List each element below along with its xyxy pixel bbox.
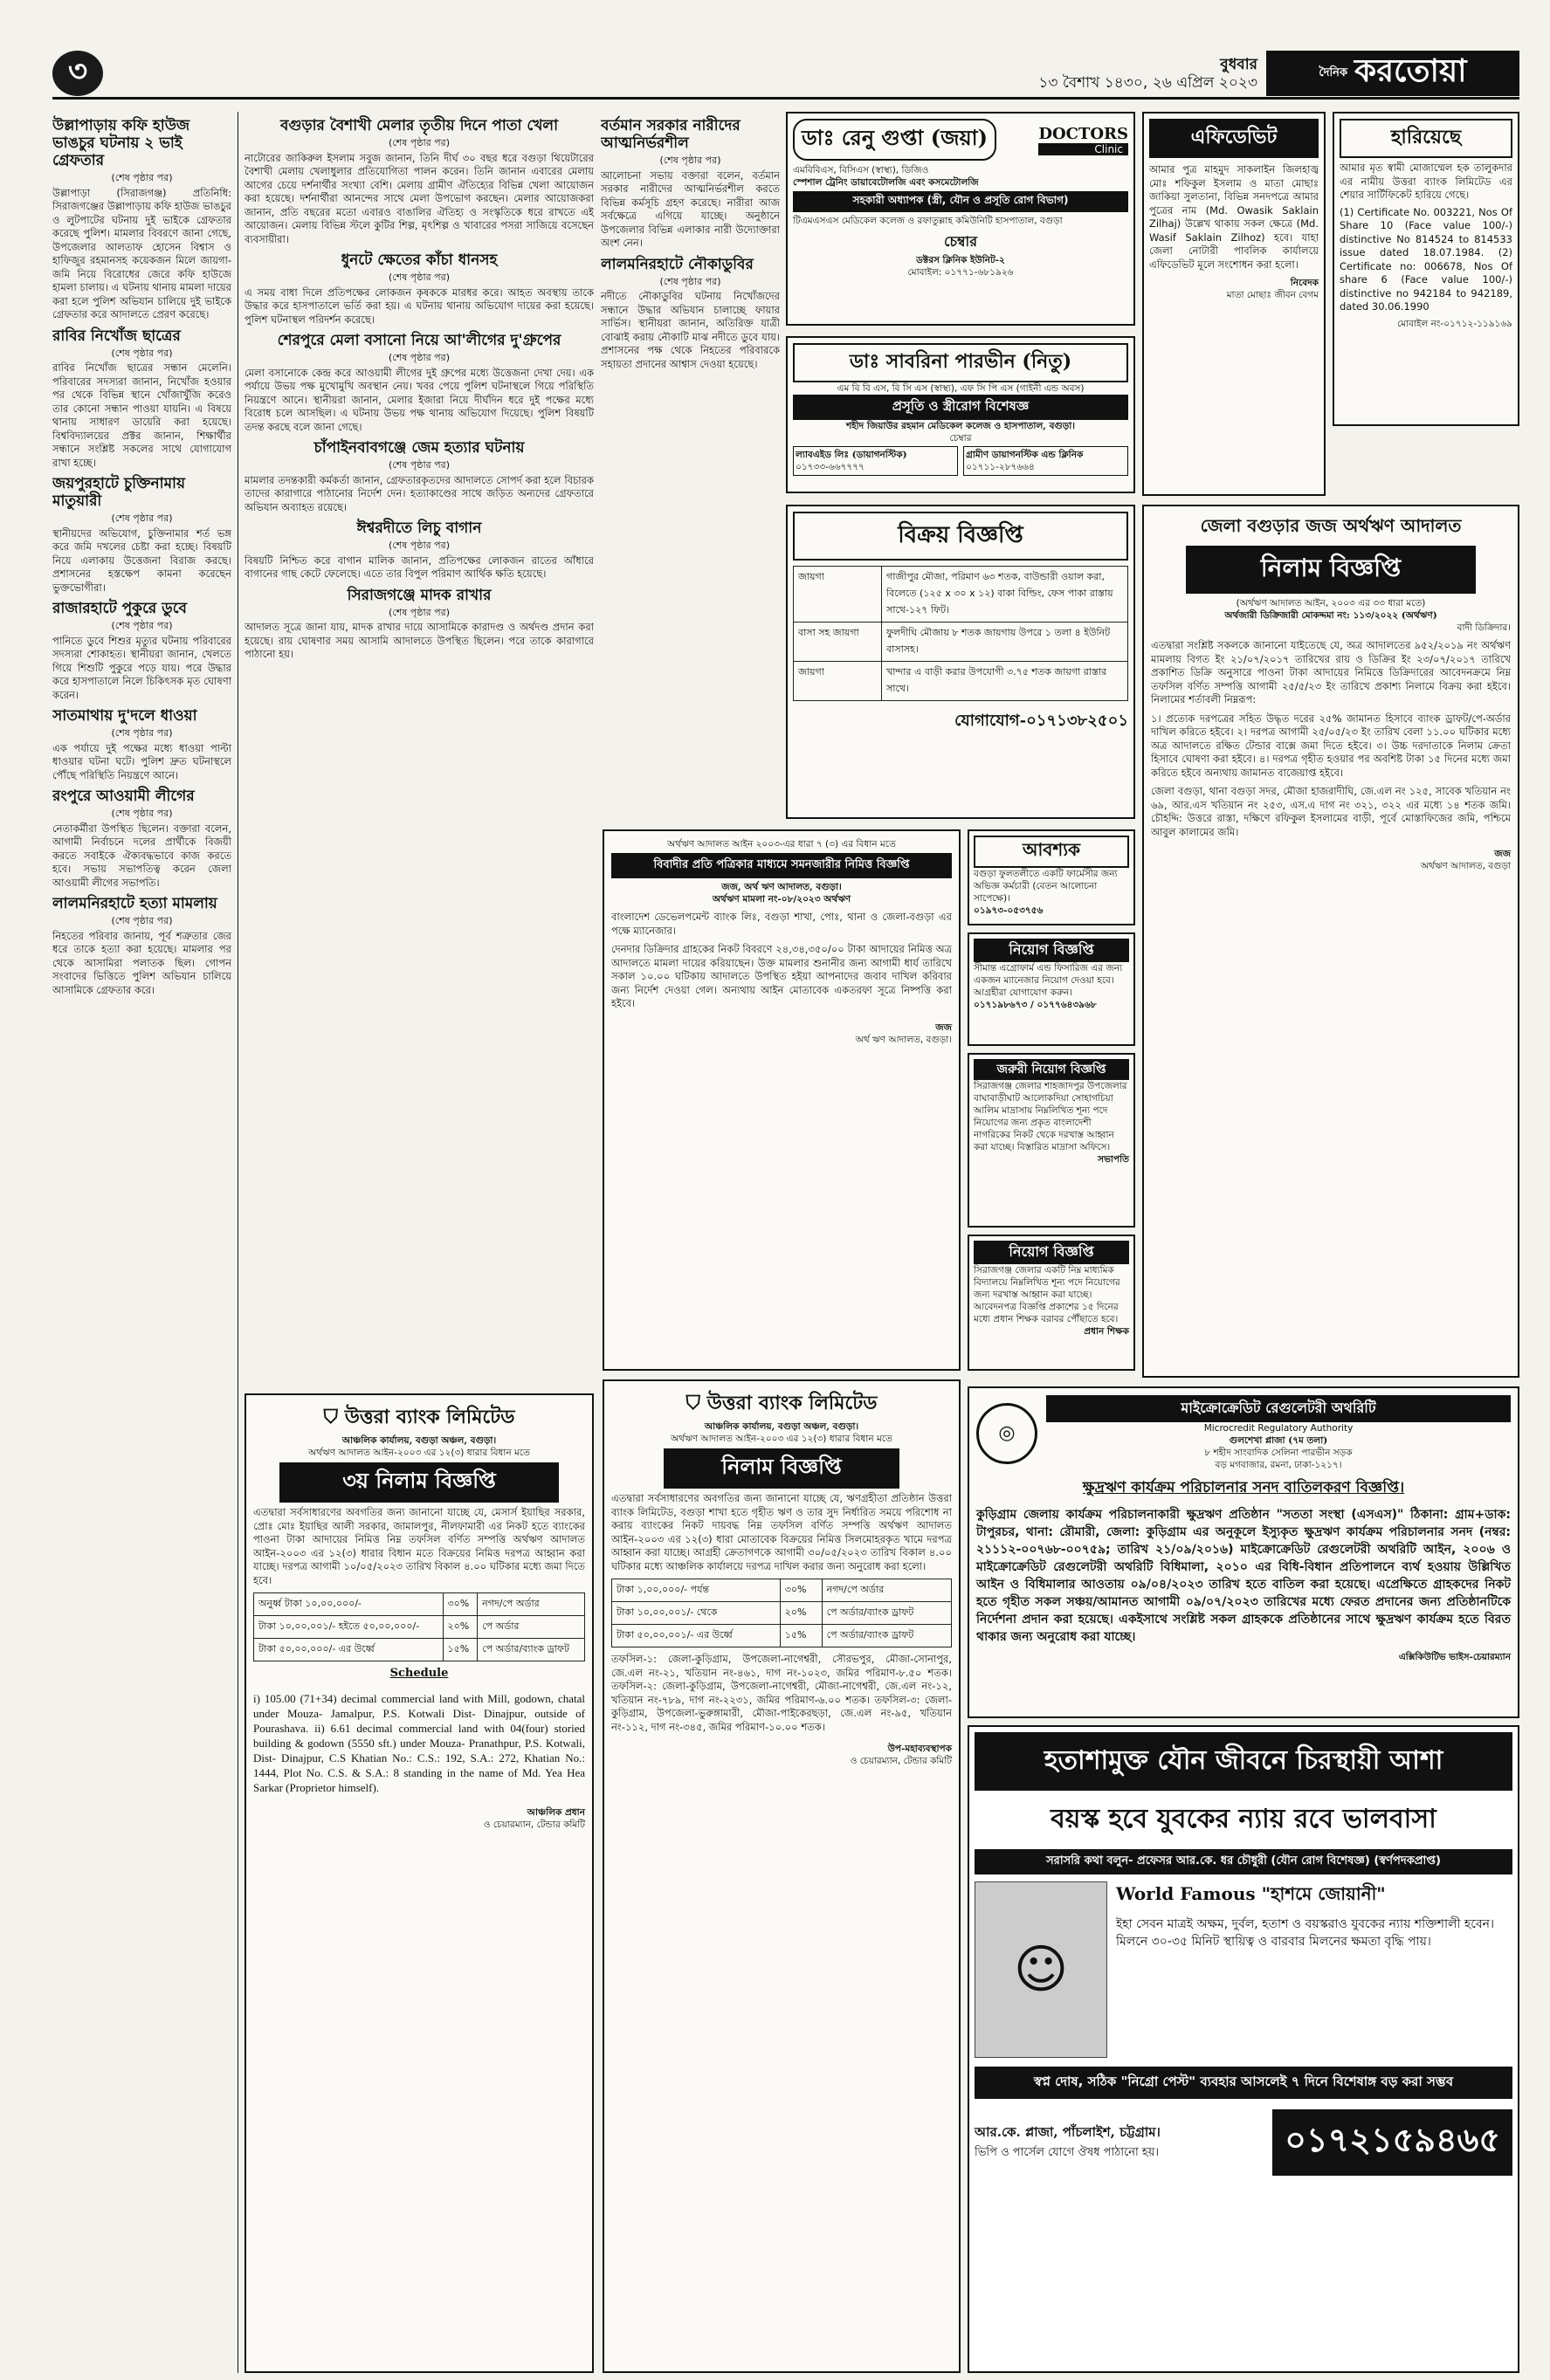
- table-cell: টাকা ৫০,০০,০০০/- এর উর্ধ্বে: [254, 1639, 444, 1661]
- article-sub: (শেষ পৃষ্ঠার পর): [111, 512, 173, 524]
- lost-contact: মোবাইল নং-০১৭১২-১১৯১৬৯: [1396, 318, 1512, 329]
- job-phone: ০১৭১৯৮৬৭৩ / ০১৭৭৬৪৩৯৬৮: [974, 1000, 1097, 1010]
- logo-text: করতোয়া: [1354, 52, 1467, 89]
- article: [52, 475, 231, 595]
- article-title: সাতমাথায় দু'দলে ধাওয়া: [52, 707, 197, 725]
- bank-dept: আঞ্চলিক কার্যালয়, বগুড়া অঞ্চল, বগুড়া।: [704, 1421, 859, 1432]
- chamber-box: [793, 446, 958, 476]
- article: [245, 117, 594, 246]
- article: [601, 117, 780, 251]
- article: [52, 707, 231, 782]
- chamber-box: [963, 446, 1128, 476]
- article: [245, 519, 594, 581]
- auction-case: অর্থজারী ডিক্রিজারী মোকদ্দমা নং: ১১৩/২০২২ (অর্থঋণ): [1224, 610, 1437, 621]
- auction-title: ৩য় নিলাম বিজ্ঞপ্তি: [279, 1462, 559, 1503]
- article: [601, 256, 780, 372]
- table-cell: টাকা ১০,০০,০০১/- হইতে ৫০,০০,০০০/-: [254, 1616, 444, 1639]
- bank-signer-title: ও চেয়ারম্যান, টেন্ডার কমিটি: [850, 1756, 952, 1766]
- bank-dept: আঞ্চলিক কার্যালয়, বগুড়া অঞ্চল, বগুড়া।: [341, 1435, 497, 1446]
- herbal-product-name: World Famous "হাশমে জোয়ানী": [1116, 1883, 1386, 1904]
- sale-title: বিক্রয় বিজ্ঞপ্তি: [793, 512, 1128, 561]
- table-cell: জায়গা: [794, 567, 882, 623]
- news-column-1: [52, 112, 231, 2373]
- herbal-note: ভিপি ও পার্সেল যোগে ঔষধ পাঠানো হয়।: [975, 2146, 1160, 2159]
- clinic-name: গ্রামীণ ডায়াগনস্টিক এন্ড ক্লিনিক: [966, 450, 1084, 460]
- mra-org: মাইক্রোক্রেডিট রেগুলেটরী অথরিটি: [1046, 1395, 1511, 1422]
- bank-name-text: উত্তরা ব্যাংক লিমিটেড: [706, 1392, 878, 1414]
- summons-body: দেনদার ডিক্রিদার গ্রাহকের নিকট বিবরণে ২৪,৩৪,৩৫০/০০ টাকা আদায়ের নিমিত্ত অত্র আদালতে মামলা দায়ের করিয়াছেন। উক্ত মামলার শুনানীর জন্য আগামী ধার্য তারিখে সকাল ১০.০০ ঘটিকায় আদালতে উপস্থিত হইয়া আপনাদের জবাব দাখিল করিবার জন্য নির্দেশ দেওয়া গেল। অন্যথায় আইন মোতাবেক একতরফা সূত্রে নিষ্পত্তি করা হইবে।: [611, 943, 952, 1009]
- mra-addr2: ৮ শহীদ সাংবাদিক সেলিনা পারভীন সড়ক: [1204, 1448, 1353, 1458]
- article-body: এক পর্যায়ে দুই পক্ষের মধ্যে ধাওয়া পাল্টা ধাওয়ার ঘটনা ঘটে। পুলিশ দ্রুত ঘটনাস্থলে পৌঁছে পরিস্থিতি নিয়ন্ত্রণে আনে।: [52, 741, 231, 781]
- table-cell: টাকা ১০,০০,০০১/- থেকে: [612, 1602, 781, 1625]
- mra-signer: এক্সিকিউটিভ ভাইস-চেয়ারম্যান: [1398, 1652, 1511, 1662]
- article: [52, 327, 231, 471]
- job-signer: প্রধান শিক্ষক: [1084, 1326, 1129, 1337]
- auction-body: এতদ্বারা সর্বসাধারণের অবগতির জন্য জানানো যাচ্ছে যে, মেসার্স ইয়াছির সরকার, প্রোঃ মোঃ ইয়াছির আলী সরকার, জামালপুর, নীলফামারী এর নিকট হতে ব্যাংকের পাওনা টাকা আদায়ের নিমিত্ত নিম্ন তফসিল বর্ণিত সম্পত্তি অর্থঋণ আদালত আইন-২০০৩ এর ১২(৩) ধারার বিধান মতে বিক্রয়ের নিমিত্ত দরপত্র আহ্বান করা যাচ্ছে। দরপত্র আগামী ১০/০৫/২০২৩ তারিখ বিকাল ৪.০০ ঘটিকার মধ্যে জমা দিতে হবে।: [253, 1506, 585, 1586]
- job-signer: সভাপতি: [1098, 1154, 1129, 1165]
- herbal-headline-2: বয়স্ক হবে যুবকের ন্যায় রবে ভালবাসা: [1051, 1804, 1436, 1834]
- table-row: [794, 567, 1128, 623]
- article-body: রাবির নিখোঁজ ছাত্রের সন্ধান মেলেনি। পরিবারের সদস্যরা জানান, নিখোঁজ হওয়ার পর থেকে বিভিন্ন স্থানে খোঁজাখুঁজি করেও তার কোনো সন্ধান পাওয়া যায়নি। এ বিষয়ে থানায় সাধারণ ডায়েরি করা হয়েছে। বিশ্ববিদ্যালয়ের প্রক্টর জানান, শিক্ষার্থীর সন্ধানে সংশ্লিষ্ট সকলের সাথে যোগাযোগ রাখা হচ্ছে।: [52, 361, 231, 469]
- table-cell: বাসা সহ জায়গা: [794, 623, 882, 662]
- article-sub: (শেষ পৃষ্ঠার পর): [111, 620, 173, 631]
- bank-law: অর্থঋণ আদালত আইন-২০০৩ এর ১২(৩) ধারার বিধান মতে: [671, 1434, 892, 1444]
- table-cell: ফুলদীঘি মৌজায় ৮ শতক জায়গায় উপরে ১ তলা ৪ ইউনিট বাসাসহ।: [882, 623, 1128, 662]
- auction-signer-court: অর্থঋণ আদালত, বগুড়া: [1420, 861, 1511, 871]
- deposit-table: [253, 1592, 585, 1661]
- table-row: [612, 1579, 952, 1602]
- herbal-strip: সরাসরি কথা বলুন- প্রফেসর আর.কে. ধর চৌধুরী (যৌন রোগ বিশেষজ্ঞ) (স্বর্ণপদকপ্রাপ্ত): [975, 1849, 1512, 1874]
- table-cell: ২০%: [780, 1602, 822, 1625]
- bank-name: [611, 1388, 952, 1420]
- news-column-3: [601, 112, 780, 915]
- clinic-name: ল্যাবএইড লিঃ (ডায়াগনস্টিক): [796, 450, 907, 460]
- job-body: সীমান্ত এগ্রোফার্ম এন্ড ফিসারিজ এর জন্য একজন ম্যানেজার নিয়োগ দেওয়া হবে। আগ্রহীরা যোগাযোগ করুন।: [974, 963, 1123, 998]
- chamber-label: চেম্বার: [949, 433, 972, 444]
- table-row: [794, 623, 1128, 662]
- uttara-bank-auction: [603, 1379, 961, 2373]
- table-row: [612, 1625, 952, 1647]
- signer-name: মাতা মোছাঃ জীবন বেগম: [1226, 290, 1319, 300]
- article-title: চাঁপাইনবাবগঞ্জে জেম হত্যার ঘটনায়: [313, 439, 525, 457]
- article-sub: (শেষ পৃষ্ঠার পর): [388, 540, 450, 551]
- page-number: ৩: [52, 51, 103, 96]
- doctor-hospital: শহীদ জিয়াউর রহমান মেডিকেল কলেজ ও হাসপাতাল, বগুড়া।: [845, 421, 1076, 431]
- header-day: বুধবার: [1220, 56, 1257, 73]
- sale-table: [793, 566, 1128, 701]
- article-title: ধুনটে ক্ষেতের কাঁচা ধানসহ: [341, 251, 498, 269]
- article: [52, 895, 231, 997]
- article-body: নিহতের পরিবার জানায়, পূর্ব শত্রুতার জের ধরে তাকে হত্যা করা হয়েছে। মামলার পর থেকে আসামিরা পলাতক ছিল। গোপন সংবাদের ভিত্তিতে পুলিশ অভিযান চালিয়ে আসামিকে গ্রেফতার করে।: [52, 929, 231, 996]
- article-title: জয়পুরহাটে চুক্তিনামায় মাতুয়ারী: [52, 475, 185, 510]
- bank-signer-title: ও চেয়ারম্যান, টেন্ডার কমিটি: [483, 1819, 585, 1830]
- job-body: সিরাজগঞ্জ জেলার শাহজাদপুর উপজেলার বাঘাবাড়ীঘাট আলোকদিয়া সোহাগচিয়া আলিম মাদ্রাসায় নিম্নলিখিত শূন্য পদে নিয়োগের জন্য প্রকৃত বাংলাদেশী নাগরিকের নিকট থেকে দরখাস্ত আহ্বান করা যাচ্ছে। বিস্তারিত মাদ্রাসা অফিসে।: [974, 1081, 1127, 1152]
- mra-org-en: Microcredit Regulatory Authority: [1203, 1423, 1354, 1434]
- table-row: [254, 1593, 585, 1616]
- wanted-body: বগুড়া ফুলতলীতে একটি ফার্মেসীর জন্য অভিজ্ঞ কর্মচারী (বেতন আলোচনা সাপেক্ষে)।: [974, 869, 1118, 904]
- clinic-tag: Clinic: [1038, 143, 1128, 155]
- job-title: নিয়োগ বিজ্ঞপ্তি: [974, 1241, 1129, 1264]
- article-body: উল্লাপাড়া (সিরাজগঞ্জ) প্রতিনিধি: সিরাজগঞ্জের উল্লাপাড়ায় কফি হাউজ ভাঙচুর ও লুটপাটের ঘটনায় দুই ভাইকে গ্রেফতার করেছে পুলিশ। মামলার বিবরণে জানা গেছে, উপজেলার আলতাফ হোসেন বিশ্বাস ও হাফিজুর রহমানসহ কয়েকজন মিলে জায়গা-জমি নিয়ে বিরোধের জেরে কফি হাউজে হামলা চালায়। এ ঘটনায় থানায় মামলা দায়ের করা হলে পুলিশ অভিযান চালিয়ে দুই ভাইকে গ্রেফতার করে আদালতে প্রেরণ করেছে।: [52, 186, 231, 320]
- summons-signer: জজ: [935, 1021, 952, 1033]
- lost-title: হারিয়েছে: [1340, 119, 1512, 158]
- article-sub: (শেষ পৃষ্ঠার পর): [111, 915, 173, 926]
- doctor-photo-icon: ☺: [975, 1881, 1107, 2058]
- article-body: মেলা বসানোকে কেন্দ্র করে আওয়ামী লীগের দুই গ্রুপের মধ্যে উত্তেজনা দেখা দেয়। এক পর্যায়ে উভয় পক্ষ মুখোমুখি অবস্থান নেয়। খবর পেয়ে পুলিশ ঘটনাস্থলে গিয়ে পরিস্থিতি নিয়ন্ত্রণে আনে। স্থানীয়রা জানান, মেলার ইজারা নিয়ে দীর্ঘদিন ধরে দুই পক্ষের মধ্যে বিরোধ চলে আসছিল। এ ঘটনায় উভয় পক্ষ থানায় অভিযোগ দিয়েছে। পুলিশ বিষয়টি তদন্ত করছে বলে জানা গেছে।: [245, 366, 594, 433]
- news-column-2: [245, 112, 594, 1386]
- page-header: [52, 51, 1519, 100]
- table-cell: পে অর্ডার/ব্যাংক ড্রাফট: [822, 1625, 951, 1647]
- table-cell: ২০%: [443, 1616, 478, 1639]
- job-body: সিরাজগঞ্জ জেলার একটি নিম্ন মাধ্যমিক বিদ্যালয়ে নিম্নলিখিত শূন্য পদে নিয়োগের জন্য দরখাস্ত আহ্বান করা যাচ্ছে। আবেদনপত্র বিজ্ঞপ্তি প্রকাশের ১৫ দিনের মধ্যে প্রধান শিক্ষক বরাবর পৌঁছাতে হবে।: [974, 1265, 1120, 1324]
- table-cell: ১৫%: [780, 1625, 822, 1647]
- article-title: শেরপুরে মেলা বসানো নিয়ে আ'লীগের দু'গ্রুপের: [277, 332, 561, 349]
- herbal-headline-1: হতাশামুক্ত যৌন জীবনে চিরস্থায়ী আশা: [975, 1732, 1512, 1791]
- clinic-phone: ০১৭৩৩-৬৬৭৭৭৭: [796, 462, 865, 472]
- article-body: মামলার তদন্তকারী কর্মকর্তা জানান, গ্রেফতারকৃতদের আদালতে সোপর্দ করা হলে বিচারক তাদের কারাগারে পাঠানোর নির্দেশ দেন। হত্যাকাণ্ডের সাথে জড়িত অন্যদের গ্রেফতারে অভিযান অব্যাহত রয়েছে।: [245, 473, 594, 513]
- article-body: নদীতে নৌকাডুবির ঘটনায় নিখোঁজদের সন্ধানে উদ্ধার অভিযান চালাচ্ছে ফায়ার সার্ভিস। স্থানীয়রা জানান, অতিরিক্ত যাত্রী বোঝাই করায় নৌকাটি মাঝ নদীতে ডুবে যায়। প্রশাসনের পক্ষ থেকে নিহতের পরিবারকে সহায়তা প্রদানের আশ্বাস দেওয়া হয়েছে।: [601, 290, 780, 370]
- summons-signer-court: অর্থ ঋণ আদালত, বগুড়া।: [855, 1034, 952, 1045]
- job-ad-3: [968, 1235, 1135, 1371]
- bank-name-text: উত্তরা ব্যাংক লিমিটেড: [344, 1406, 515, 1428]
- article-body: বিষয়টি নিশ্চিত করে বাগান মালিক জানান, প্রতিপক্ষের লোকজন রাতের আঁধারে বাগানের গাছ কেটে ফেলেছে। এতে তার বিপুল পরিমাণ আর্থিক ক্ষতি হয়েছে।: [245, 554, 594, 580]
- clinic-phone: ০১৭১১-২৮৭৬৬৪: [966, 462, 1035, 472]
- auction-law: (অর্থঋণ আদালত আইন, ২০০৩ এর ৩৩ ধারা মতে): [1236, 598, 1426, 609]
- article-title: লালমনিরহাটে নৌকাডুবির: [601, 255, 754, 273]
- article-title: সিরাজগঞ্জে মাদক রাখার: [347, 586, 492, 604]
- doctor-hospital: টিএমএসএস মেডিকেল কলেজ ও রফাতুল্লাহ কমিউনিটি হাসপাতাল, বগুড়া: [793, 216, 1063, 226]
- article: [245, 332, 594, 434]
- job-ad-2: [968, 1053, 1135, 1228]
- masthead-logo: [1266, 51, 1519, 96]
- article-body: এ সময় বাধা দিলে প্রতিপক্ষের লোকজন কৃষককে মারধর করে। আহত অবস্থায় তাকে উদ্ধার করে হাসপাতালে ভর্তি করা হয়। এ ঘটনায় থানায় অভিযোগ দায়ের করা হয়েছে। পুলিশ ঘটনাস্থল পরিদর্শন করেছে।: [245, 285, 594, 326]
- bank-signer: উপ-মহাব্যবস্থাপক: [887, 1744, 952, 1754]
- job-title: জরুরী নিয়োগ বিজ্ঞপ্তি: [974, 1059, 1129, 1080]
- summons-title: বিবাদীর প্রতি পত্রিকার মাধ্যমে সমনজারীর নিমিত্ত বিজ্ঞপ্তি: [611, 853, 952, 878]
- wanted-title: আবশ্যক: [974, 836, 1129, 868]
- article-sub: (শেষ পৃষ্ঠার পর): [111, 727, 173, 739]
- schedule-body: i) 105.00 (71+34) decimal commercial land with Mill, godown, chatal under Mouza- Jamalpur, P.S. Kotwali Dist- Dinajpur, outside of Pourashava. ii) 6.61 decimal commercial land with 04(four) storied building & godown (5550 sft.) under Mouza- Pranathpur, P.S. Kotwali, Dist- Dinajpur, C.S Khatian No.: C.S.: 192, S.A.: 272, Khatian No.: 1444, Plot No. C.S. & S.A.: 8 standing in the name of Md. Yea Hea Sarkar (Proprietor himself).: [253, 1692, 585, 1794]
- table-cell: ৩০%: [780, 1579, 822, 1602]
- table-cell: জায়গা: [794, 662, 882, 701]
- summons-plaintiff: বাংলাদেশ ডেভেলপমেন্ট ব্যাংক লিঃ, বগুড়া শাখা, পোঃ, থানা ও জেলা-বগুড়া এর পক্ষে ম্যানেজার।: [611, 911, 952, 937]
- table-row: [254, 1639, 585, 1661]
- court-name: জেলা বগুড়ার জজ অর্থঋণ আদালত: [1200, 515, 1462, 536]
- wanted-phone: ০১৯৭৩-০৫৩৭৫৬: [974, 905, 1044, 916]
- article-title: রাবির নিখোঁজ ছাত্রের: [52, 327, 181, 345]
- doctor-degrees: এম বি বি এস, বি সি এস (স্বাস্থ্য), এফ সি পি এস (গাইনী এন্ড অবস): [837, 383, 1085, 394]
- article: [245, 439, 594, 514]
- article-body: আলোচনা সভায় বক্তারা বলেন, বর্তমান সরকার নারীদের আত্মনির্ভরশীল করতে বিভিন্ন কর্মসূচি গ্রহণ করেছে। নারীরা আজ সর্বক্ষেত্রে এগিয়ে যাচ্ছে। অনুষ্ঠানে উপজেলার বিভিন্ন এলাকার নারী উদ্যোক্তারা অংশ নেন।: [601, 169, 780, 249]
- chamber-label: চেম্বার: [944, 233, 977, 250]
- table-cell: ১৫%: [443, 1639, 478, 1661]
- doctor-name: ডাঃ সাবরিনা পারভীন (নিতু): [793, 343, 1128, 382]
- court-auction-ad: [1142, 505, 1519, 1378]
- herbal-desc: ইহা সেবন মাত্রই অক্ষম, দুর্বল, হতাশ ও বয়স্করাও যুবকের ন্যায় শক্তিশালী হবেন। মিলনে ৩০-৩৫ মিনিট স্থায়িত্ব ও বারবার মিলনের ক্ষমতা বৃদ্ধি পায়।: [1116, 1917, 1495, 1949]
- table-row: [254, 1616, 585, 1639]
- logo-small: দৈনিক: [1319, 65, 1348, 79]
- article-sub: (শেষ পৃষ্ঠার পর): [388, 137, 450, 148]
- bank-signer: আঞ্চলিক প্রধান: [527, 1807, 585, 1818]
- doctor-ad-sabrina: [786, 336, 1135, 493]
- signer-label: নিবেদক: [1290, 278, 1319, 288]
- table-cell: পে অর্ডার: [478, 1616, 585, 1639]
- lost-body: আমার মৃত স্বামী মোজাম্মেল হক তালুকদার এর নামীয় উত্তরা ব্যাংক লিমিটেড এর শেয়ার সার্টিফিকেট হারিয়ে গেছে।: [1340, 162, 1512, 201]
- mra-body: কুড়িগ্রাম জেলায় কার্যক্রম পরিচালনাকারী ক্ষুদ্রঋণ প্রতিষ্ঠান "সততা সংস্থা (এসএস)" ঠিকানা: গ্রাম+ডাক: টাপুরচর, থানা: রৌমারী, জেলা: কুড়িগ্রাম এর অনুকূলে ইস্যুকৃত ক্ষুদ্রঋণ কার্যক্রম পরিচালনার সনদ (নম্বর: ২১১১২-০০৭৬৮-০০৭৫৯; তারিখ ২১/০৯/২০১৬) মাইক্রোক্রেডিট রেগুলেটরী অথরিটি আইন, ২০০৬ ও মাইক্রোক্রেডিট রেগুলেটরী অথরিটি বিধিমালা, ২০১০ এর বিধি-বিধান প্রতিপালনে ব্যর্থ হওয়ায় উল্লিখিত আইন ও বিধিমালার আওতায় ০৯/০৪/২০২৩ তারিখ হতে বাতিল করা হয়েছে। এপ্রেক্ষিতে গ্রাহকদের নিকট হতে গৃহীত সকল সঞ্চয়/আমানত আগামী ০৯/০৭/২০২৩ তারিখের মধ্যে ফেরত প্রদানের জন্য প্রতিষ্ঠানটিকে নির্দেশনা প্রদান করা হয়েছে। একইসাথে সংশ্লিষ্ট সকল গ্রাহককে প্রতিষ্ঠানের সাথে ক্ষুদ্রঋণ কার্যক্রম হতে বিরত থাকার জন্য অনুরোধ করা যাচ্ছে।: [976, 1508, 1511, 1644]
- bank-logo-icon: ⛉: [323, 1406, 345, 1428]
- article-sub: (শেষ পৃষ্ঠার পর): [111, 347, 173, 359]
- article: [245, 251, 594, 327]
- auction-party: বাদী ডিক্রিদার।: [1457, 623, 1511, 633]
- summons-notice-ad: [603, 829, 961, 1371]
- article-sub: (শেষ পৃষ্ঠার পর): [388, 459, 450, 471]
- auction-signer: জজ: [1494, 849, 1511, 859]
- auction-body: এতদ্বারা সংশ্লিষ্ট সকলকে জানানো যাইতেছে যে, অত্র আদালতের ৯৫২/২০১৯ নং অর্থঋণ মামলায় বিগত ইং ২১/০৭/২০১৭ তারিখের রায় ও ডিক্রির ইং ২৩/০৭/২০১৭ তারিখে প্রকাশিত ডিক্রি অনুসারে পাওনা টাকা আদায়ের নিমিত্তে ডিক্রিদারের আবেদনক্রমে নিম্ন তফসিল বর্ণিত সম্পত্তি আগামী ২৫/৫/২৩ ইং তারিখে প্রকাশ্য নিলামে বিক্রয় করা হইবে। নিলামের শর্তাবলী নিম্নরূপ:: [1151, 639, 1511, 705]
- mra-title: ক্ষুদ্রঋণ কার্যক্রম পরিচালনার সনদ বাতিলকরণ বিজ্ঞপ্তি।: [1082, 1479, 1405, 1496]
- doctor-name: ডাঃ রেনু গুপ্তা (জয়া): [793, 119, 996, 161]
- job-ad-1: [968, 932, 1135, 1046]
- deposit-table: [611, 1579, 952, 1647]
- table-cell: পে অর্ডার/ব্যাংক ড্রাফট: [822, 1602, 951, 1625]
- article-title: বগুড়ার বৈশাখী মেলার তৃতীয় দিনে পাতা খেলা: [279, 117, 559, 134]
- doctor-ad-renu: [786, 112, 1135, 326]
- summons-court: জজ, অর্থ ঋণ আদালত, বগুড়া।: [721, 882, 842, 892]
- article-sub: (শেষ পৃষ্ঠার পর): [388, 272, 450, 283]
- mra-addr1: গুলশেখা প্লাজা (৭ম তলা): [1229, 1435, 1328, 1446]
- herbal-phone: ০১৭২১৫৯৪৬৫: [1272, 2109, 1512, 2176]
- article-body: আদালত সূত্রে জানা যায়, মাদক রাখার দায়ে আসামিকে কারাদণ্ড ও অর্থদণ্ড প্রদান করা হয়েছে। রায় ঘোষণার সময় আসামি আদালতে উপস্থিত ছিলেন। পরে তাকে কারাগারে পাঠানো হয়।: [245, 621, 594, 660]
- article-body: নেতাকর্মীরা উপস্থিত ছিলেন। বক্তারা বলেন, আগামী নির্বাচনে দলের প্রার্থীকে বিজয়ী করতে সবাইকে ঐক্যবদ্ধভাবে কাজ করতে হবে। সভায় সভাপতিত্ব করেন জেলা আওয়ামী লীগের সভাপতি।: [52, 822, 231, 889]
- bank-name: [253, 1402, 585, 1434]
- article-title: উল্লাপাড়ায় কফি হাউজ ভাঙচুর ঘটনায় ২ ভাই গ্রেফতার: [52, 117, 190, 169]
- bank-law: অর্থঋণ আদালত আইন-২০০৩ এর ১২(৩) ধারার বিধান মতে: [308, 1448, 530, 1458]
- table-cell: খান্দার এ বাড়ী করার উপযোগী ৩.৭৫ শতক জায়গা রাস্তার সাথে।: [882, 662, 1128, 701]
- article: [245, 587, 594, 662]
- summons-case: অর্থঋণ মামলা নং-০৮/২০২৩ অর্থঋণ: [712, 894, 851, 905]
- article-body: স্থানীয়দের অভিযোগ, চুক্তিনামার শর্ত ভঙ্গ করে জমি দখলের চেষ্টা করা হচ্ছে। বিষয়টি নিয়ে এলাকায় উত্তেজনা বিরাজ করছে। প্রশাসনের হস্তক্ষেপ কামনা করেছেন ভুক্তভোগীরা।: [52, 526, 231, 594]
- table-cell: নগদ/পে অর্ডার: [478, 1593, 585, 1616]
- article-body: নাটোরের জাকিরুল ইসলাম সবুজ জানান, তিনি দীর্ঘ ৩০ বছর ধরে বগুড়া থিয়েটারের বৈশাখী মেলায় খেলাধুলার প্রতিযোগিতা পালন করেন। তিনি জানান এবারের মেলায় আগের চেয়ে দর্শনার্থীর সংখ্যা বেশি। মেলায় গ্রামীণ ঐতিহ্যের বিভিন্ন খেলা আয়োজন করা হয়েছে। দর্শনার্থীরা আনন্দের সাথে মেলা উপভোগ করছেন। মেলার আয়োজকরা জানান, প্রতি বছরের মতো এবারও বাঙালির ঐতিহ্য ও সংস্কৃতিকে ধরে রাখতে এই আয়োজন। মেলায় বিভিন্ন স্টলে কুটির শিল্প, মৃৎশিল্প ও খাবারের পসরা সাজিয়ে বসেছেন ব্যবসায়ীরা।: [245, 151, 594, 245]
- table-cell: অনুর্ধ্ব টাকা ১০,০০,০০০/-: [254, 1593, 444, 1616]
- table-cell: ৩০%: [443, 1593, 478, 1616]
- table-row: [612, 1602, 952, 1625]
- herbal-ad: [968, 1725, 1519, 2373]
- doctors-tag: DOCTORS: [1038, 124, 1128, 143]
- schedule-title: Schedule: [389, 1667, 449, 1680]
- uttara-bank-auction-3: [245, 1393, 594, 2373]
- table-row: [794, 662, 1128, 701]
- lost-notice-ad: [1333, 112, 1519, 426]
- schedule-body: তফসিল-১: জেলা-কুড়িগ্রাম, উপজেলা-নাগেশ্বরী, সৌরভপুর, মৌজা-সোনাপুর, জে.এল নং-২১, খতিয়ান নং-৪৬১, দাগ নং-১০২৩, জমির পরিমাণ-৮.৫০ শতক। তফসিল-২: জেলা-কুড়িগ্রাম, উপজেলা-নাগেশ্বরী, মৌজা-নাগেশ্বরী, জে.এল নং-১২, খতিয়ান নং-৭৮৯, দাগ নং-২২৩১, জমির পরিমাণ-৬.০০ শতক। তফসিল-৩: জেলা-কুড়িগ্রাম, উপজেলা-ভুরুঙ্গামারী, মৌজা-পাইকেরছড়া, জে.এল নং-৯৫, খতিয়ান নং-১১২, দাগ নং-৩৪৫, জমির পরিমাণ-১০.০০ শতক।: [611, 1653, 952, 1733]
- bank-logo-icon: ⛉: [685, 1392, 707, 1414]
- table-cell: গাজীপুর মৌজা, পরিমাণ ৬৩ শতক, বাউন্ডারী ওয়াল করা, বিলেতে (১২৫ x ৩০ x ১২) বাকা বিল্ডিং, ফেস পাকা রাস্তায় সাথে-১২৭ ফিট।: [882, 567, 1128, 623]
- table-cell: পে অর্ডার/ব্যাংক ড্রাফট: [478, 1639, 585, 1661]
- article: [52, 600, 231, 702]
- lost-items: (1) Certificate No. 003221, Nos Of Share 10 (Face value 100/-) distinctive No 814524 to 814533 issue dated 18.07.1984. (2) Certificate no: 006678, Nos Of share 6 (Face value 100/-) distinctive no 942184 to 942189, dated 30.06.1990: [1340, 205, 1512, 313]
- header-date: [1038, 56, 1257, 93]
- article-sub: (শেষ পৃষ্ঠার পর): [111, 808, 173, 819]
- article-sub: (শেষ পৃষ্ঠার পর): [111, 172, 173, 183]
- affidavit-title: এফিডেভিট: [1149, 119, 1319, 158]
- article: [52, 117, 231, 322]
- table-cell: টাকা ১,০০,০০০/- পর্যন্ত: [612, 1579, 781, 1602]
- article-sub: (শেষ পৃষ্ঠার পর): [388, 606, 450, 618]
- article-title: রংপুরে আওয়ামী লীগের: [52, 788, 195, 805]
- article-title: বর্তমান সরকার নারীদের আত্মনির্ভরশীল: [601, 117, 741, 152]
- article-title: রাজারহাটে পুকুরে ডুবে: [52, 600, 187, 617]
- doctor-specialty: প্রসূতি ও স্ত্রীরোগ বিশেষজ্ঞ: [793, 395, 1128, 420]
- herbal-bottom-strip: স্বপ্ন দোষ, সঠিক "নিগ্রো পেস্ট" ব্যবহার আসলেই ৭ দিনে বিশেষাঙ্গ বড় করা সম্ভব: [975, 2067, 1512, 2099]
- article: [52, 788, 231, 890]
- table-cell: নগদ/পে অর্ডার: [822, 1579, 951, 1602]
- sale-notice-ad: [786, 505, 1135, 819]
- affidavit-body: আমার পুত্র মাহমুদ সাকলাইন জিলহাজ্ব মোঃ শফিকুল ইসলাম ও মাতা মোছাঃ জাকিয়া সুলতানা, বিভিন্ন সনদপত্রে আমার পুত্রের নাম (Md. Owasik Saklain Zilhaj) উল্লেখ থাকায় সকল ক্ষেত্রে (Md. Wasif Saklain Zilhoz) হবে। যাহা জেলা নোটারী পাবলিক কার্যালয়ে এফিডেভিট মূলে সংশোধন করা হলো।: [1149, 163, 1319, 271]
- article-sub: (শেষ পৃষ্ঠার পর): [659, 275, 721, 287]
- doctor-phone: মোবাইল: ০১৭৭১-৬৮১৯২৬: [907, 267, 1014, 278]
- doctor-specialty: স্পেশাল ট্রেনিং ডায়াবেটোলজি এবং কসমেটোলজি: [793, 177, 979, 188]
- article-title: ঈশ্বরদীতে লিচু বাগান: [356, 519, 482, 537]
- mra-addr3: বড় মগবাজার, রমনা, ঢাকা-১২১৭।: [1215, 1460, 1342, 1470]
- header-date-text: ১৩ বৈশাখ ১৪৩০, ২৬ এপ্রিল ২০২৩: [1038, 74, 1257, 92]
- article-sub: (শেষ পৃষ্ঠার পর): [388, 352, 450, 363]
- sale-contact: যোগাযোগ-০১৭১৩৮২৫০১: [954, 712, 1128, 730]
- auction-terms: ১। প্রত্যেক দরপত্রের সহিত উদ্ধৃত দরের ২৫% জামানত হিসাবে ব্যাংক ড্রাফট/পে-অর্ডার দাখিল করিতে হইবে। ২। দরপত্র আগামী ২৫/০৫/২৩ ইং তারিখ বেলা ১১.০০ ঘটিকার মধ্যে অত্র আদালতে রক্ষিত টেন্ডার বাক্সে জমা দিতে হইবে। ৩। উচ্চ দরদাতাকে নিলাম ক্রেতা হিসাবে ঘোষণা করা হইবে। ৪। দরপত্র গৃহীত হওয়ার পর অবশিষ্ট টাকা ১৫ দিনের মধ্যে জমা করিতে হইবে অন্যথায় জামানত বাজেয়াপ্ত হইবে।: [1151, 712, 1511, 779]
- article-title: লালমনিরহাটে হত্যা মামলায়: [52, 895, 217, 912]
- mra-logo-icon: ◎: [976, 1403, 1037, 1464]
- job-title: নিয়োগ বিজ্ঞপ্তি: [974, 939, 1129, 962]
- doctor-role: সহকারী অধ্যাপক (স্ত্রী, যৌন ও প্রসূতি রোগ বিভাগ): [793, 191, 1128, 212]
- auction-schedule: জেলা বগুড়া, থানা বগুড়া সদর, মৌজা হাজরাদীঘি, জে.এল নং ১২৫, সাবেক খতিয়ান নং ৬৯, আর.এস খতিয়ান নং ২৫৩, এস.এ দাগ নং ৩২১, ৩২২ এর মধ্যে ১৪ শতক জমি। চৌহদ্দি: উত্তরে রাস্তা, দক্ষিণে রফিকুল ইসলামের বাড়ী, পূর্বে মোস্তাফিজের জমি, পশ্চিমে আবুল কালামের জমি।: [1151, 785, 1511, 838]
- wanted-ad: [968, 829, 1135, 925]
- article-sub: (শেষ পৃষ্ঠার পর): [659, 155, 721, 166]
- mra-notice-ad: [968, 1386, 1519, 1718]
- auction-title: নিলাম বিজ্ঞপ্তি: [1186, 546, 1476, 594]
- chamber-name: ডক্টরস ক্লিনিক ইউনিট-২: [916, 255, 1005, 265]
- article-body: পানিতে ডুবে শিশুর মৃত্যুর ঘটনায় পরিবারের সদস্যরা শোকাহত। স্থানীয়রা জানান, খেলতে গিয়ে শিশুটি পুকুরে পড়ে যায়। পরে উদ্ধার করে হাসপাতালে নিলে চিকিৎসক মৃত ঘোষণা করেন।: [52, 634, 231, 701]
- auction-body: এতদ্বারা সর্বসাধারণের অবগতির জন্য জানানো যাচ্ছে যে, ঋণগ্রহীতা প্রতিষ্ঠান উত্তরা ব্যাংক লিমিটেড, বগুড়া শাখা হতে গৃহীত ঋণ ও তার সুদ নির্ধারিত সময়ে পরিশোধ না করায় ব্যাংকের নিকট দায়বদ্ধ নিম্ন তফসিল বর্ণিত সম্পত্তি অর্থঋণ আদালত আইন-২০০৩ এর ১২(৩) ধারা মোতাবেক বিক্রয়ের নিমিত্ত সিলমোহরকৃত খামে দরপত্র আহ্বান করা যাচ্ছে। আগ্রহী ক্রেতাগণকে আগামী ৩০/০৫/২০২৩ তারিখ বিকাল ৪.০০ ঘটিকার মধ্যে আঞ্চলিক কার্যালয়ে দরপত্র দাখিল করার জন্য অনুরোধ করা হলো।: [611, 1492, 952, 1572]
- auction-title: নিলাম বিজ্ঞপ্তি: [664, 1448, 899, 1489]
- affidavit-ad: [1142, 112, 1326, 496]
- summons-law: অর্থঋণ আদালত আইন ২০০৩-এর ধারা ৭ (৩) এর বিধান মতে: [667, 839, 896, 850]
- doctor-degrees: এমবিবিএস, বিসিএস (স্বাস্থ্য), ডিজিও: [793, 165, 929, 175]
- herbal-address: আর.কে. প্লাজা, পাঁচলাইশ, চট্টগ্রাম।: [975, 2124, 1161, 2140]
- table-cell: টাকা ৫০,০০,০০১/- এর উর্ধ্বে: [612, 1625, 781, 1647]
